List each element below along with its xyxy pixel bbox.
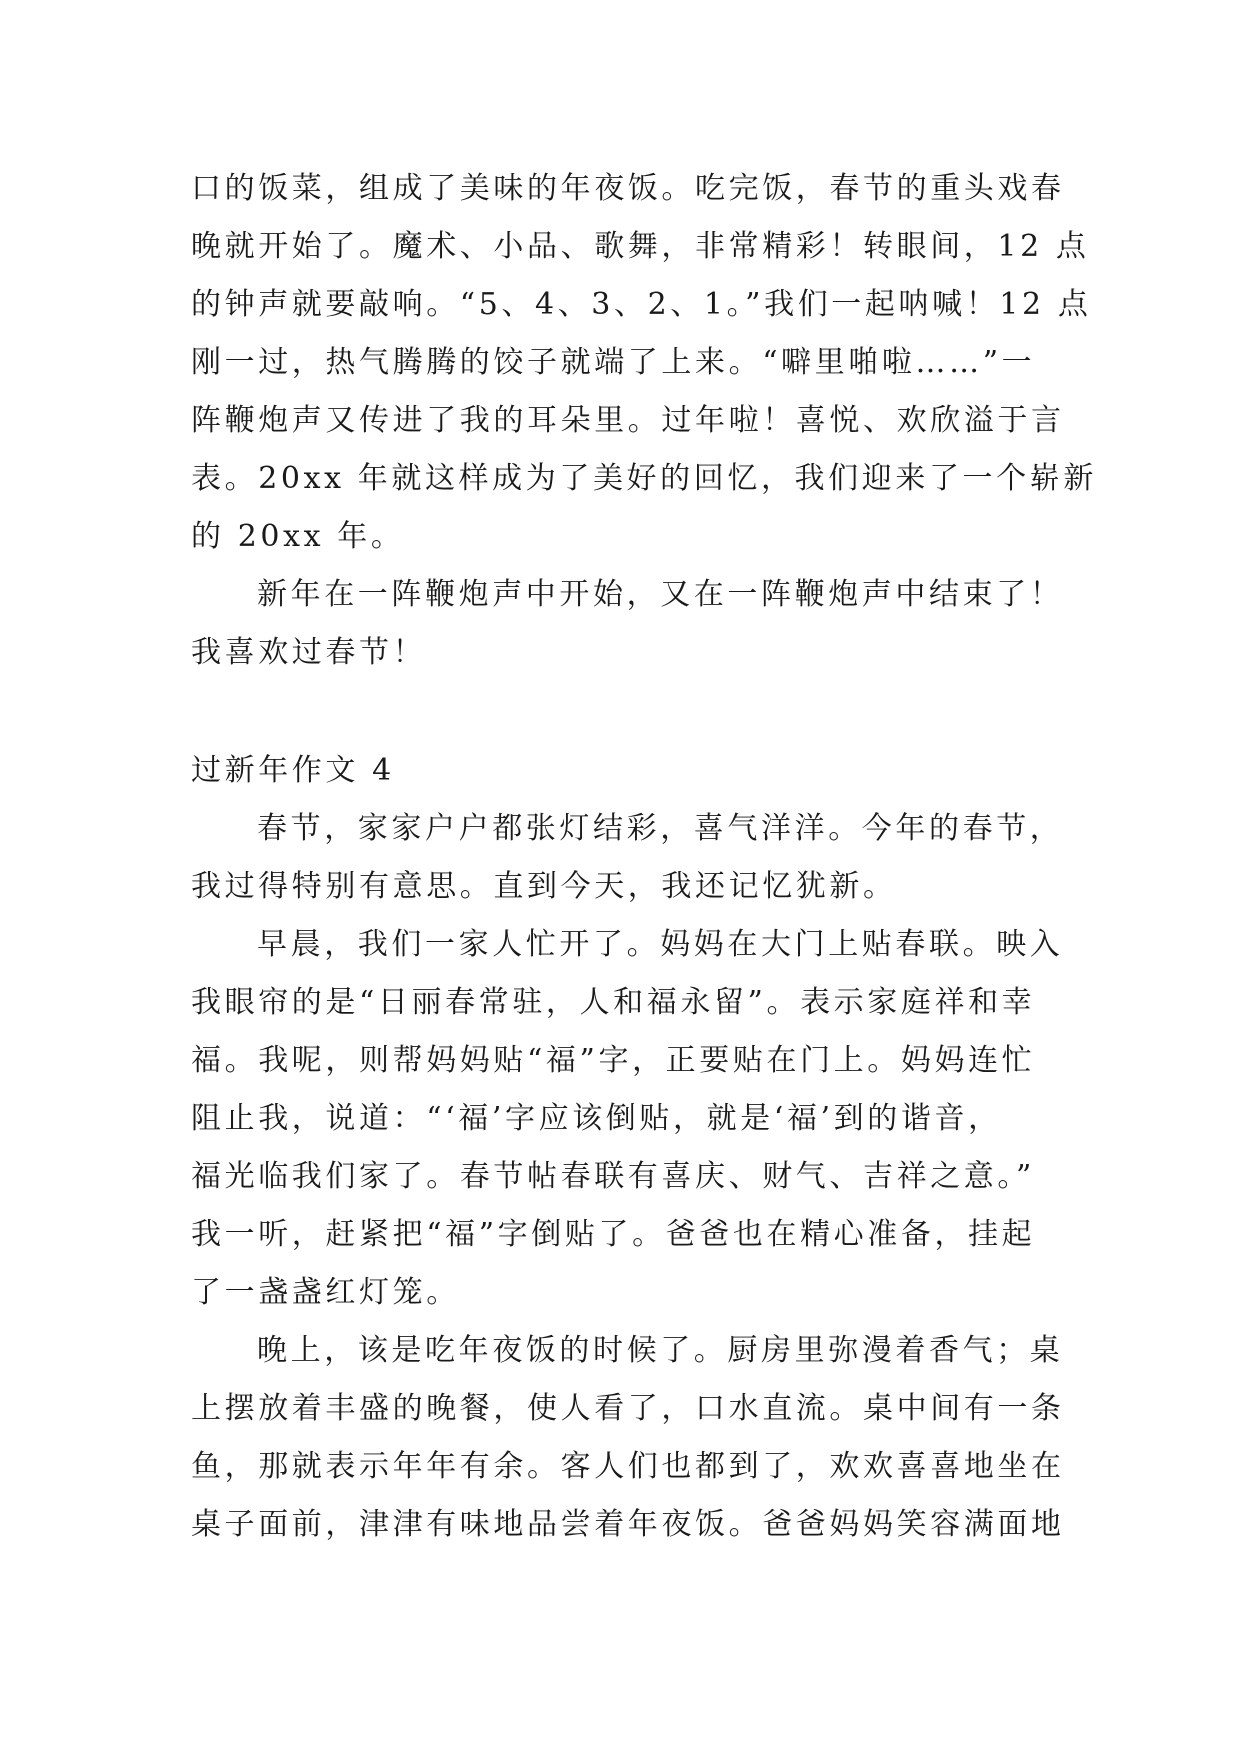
- text-line: 的 20xx 年。: [191, 519, 405, 554]
- text-line: 刚一过，热气腾腾的饺子就端了上来。“噼里啪啦……”一: [191, 345, 1036, 380]
- text-line: 鱼，那就表示年年有余。客人们也都到了，欢欢喜喜地坐在: [191, 1449, 1065, 1484]
- paragraph-continued: [191, 160, 1097, 566]
- text-line: 我过得特别有意思。直到今天，我还记忆犹新。: [191, 869, 897, 904]
- paragraph-closing: [191, 566, 1064, 682]
- text-line: 早晨，我们一家人忙开了。妈妈在大门上贴春联。映入: [257, 927, 1064, 962]
- text-line: 晚上，该是吃年夜饭的时候了。厨房里弥漫着香气；桌: [257, 1333, 1064, 1368]
- text-line: 阻止我，说道：“‘福’字应该倒贴，就是‘福’到的谐音，: [191, 1101, 1002, 1136]
- paragraph-2: [191, 916, 1064, 1322]
- text-line: 我眼帘的是“日丽春常驻，人和福永留”。表示家庭祥和幸: [191, 985, 1036, 1020]
- text-line: 桌子面前，津津有味地品尝着年夜饭。爸爸妈妈笑容满面地: [191, 1507, 1065, 1542]
- text-line: 表。20xx 年就这样成为了美好的回忆，我们迎来了一个崭新: [191, 461, 1097, 496]
- paragraph-3: [191, 1322, 1065, 1554]
- text-line: 了一盏盏红灯笼。: [191, 1275, 460, 1310]
- section-gap: [191, 682, 1056, 742]
- text-line: 福光临我们家了。春节帖春联有喜庆、财气、吉祥之意。”: [191, 1159, 1035, 1194]
- text-line: 我喜欢过春节！: [191, 635, 427, 670]
- text-line: 春节，家家户户都张灯结彩，喜气洋洋。今年的春节，: [257, 811, 1064, 846]
- text-line: 的钟声就要敲响。“5、4、3、2、1。”我们一起呐喊！12 点: [191, 287, 1092, 322]
- text-line: 阵鞭炮声又传进了我的耳朵里。过年啦！喜悦、欢欣溢于言: [191, 403, 1065, 438]
- text-line: 新年在一阵鞭炮声中开始，又在一阵鞭炮声中结束了！: [257, 577, 1064, 612]
- paragraph-1: [191, 800, 1064, 916]
- text-line: 上摆放着丰盛的晚餐，使人看了，口水直流。桌中间有一条: [191, 1391, 1065, 1426]
- section-heading: 过新年作文 4: [191, 753, 395, 788]
- document-body: [191, 160, 1097, 1554]
- text-line: 晚就开始了。魔术、小品、歌舞，非常精彩！转眼间，12 点: [191, 229, 1090, 264]
- text-line: 我一听，赶紧把“福”字倒贴了。爸爸也在精心准备，挂起: [191, 1217, 1036, 1252]
- text-line: 口的饭菜，组成了美味的年夜饭。吃完饭，春节的重头戏春: [191, 171, 1065, 206]
- text-line: 福。我呢，则帮妈妈贴“福”字，正要贴在门上。妈妈连忙: [191, 1043, 1036, 1078]
